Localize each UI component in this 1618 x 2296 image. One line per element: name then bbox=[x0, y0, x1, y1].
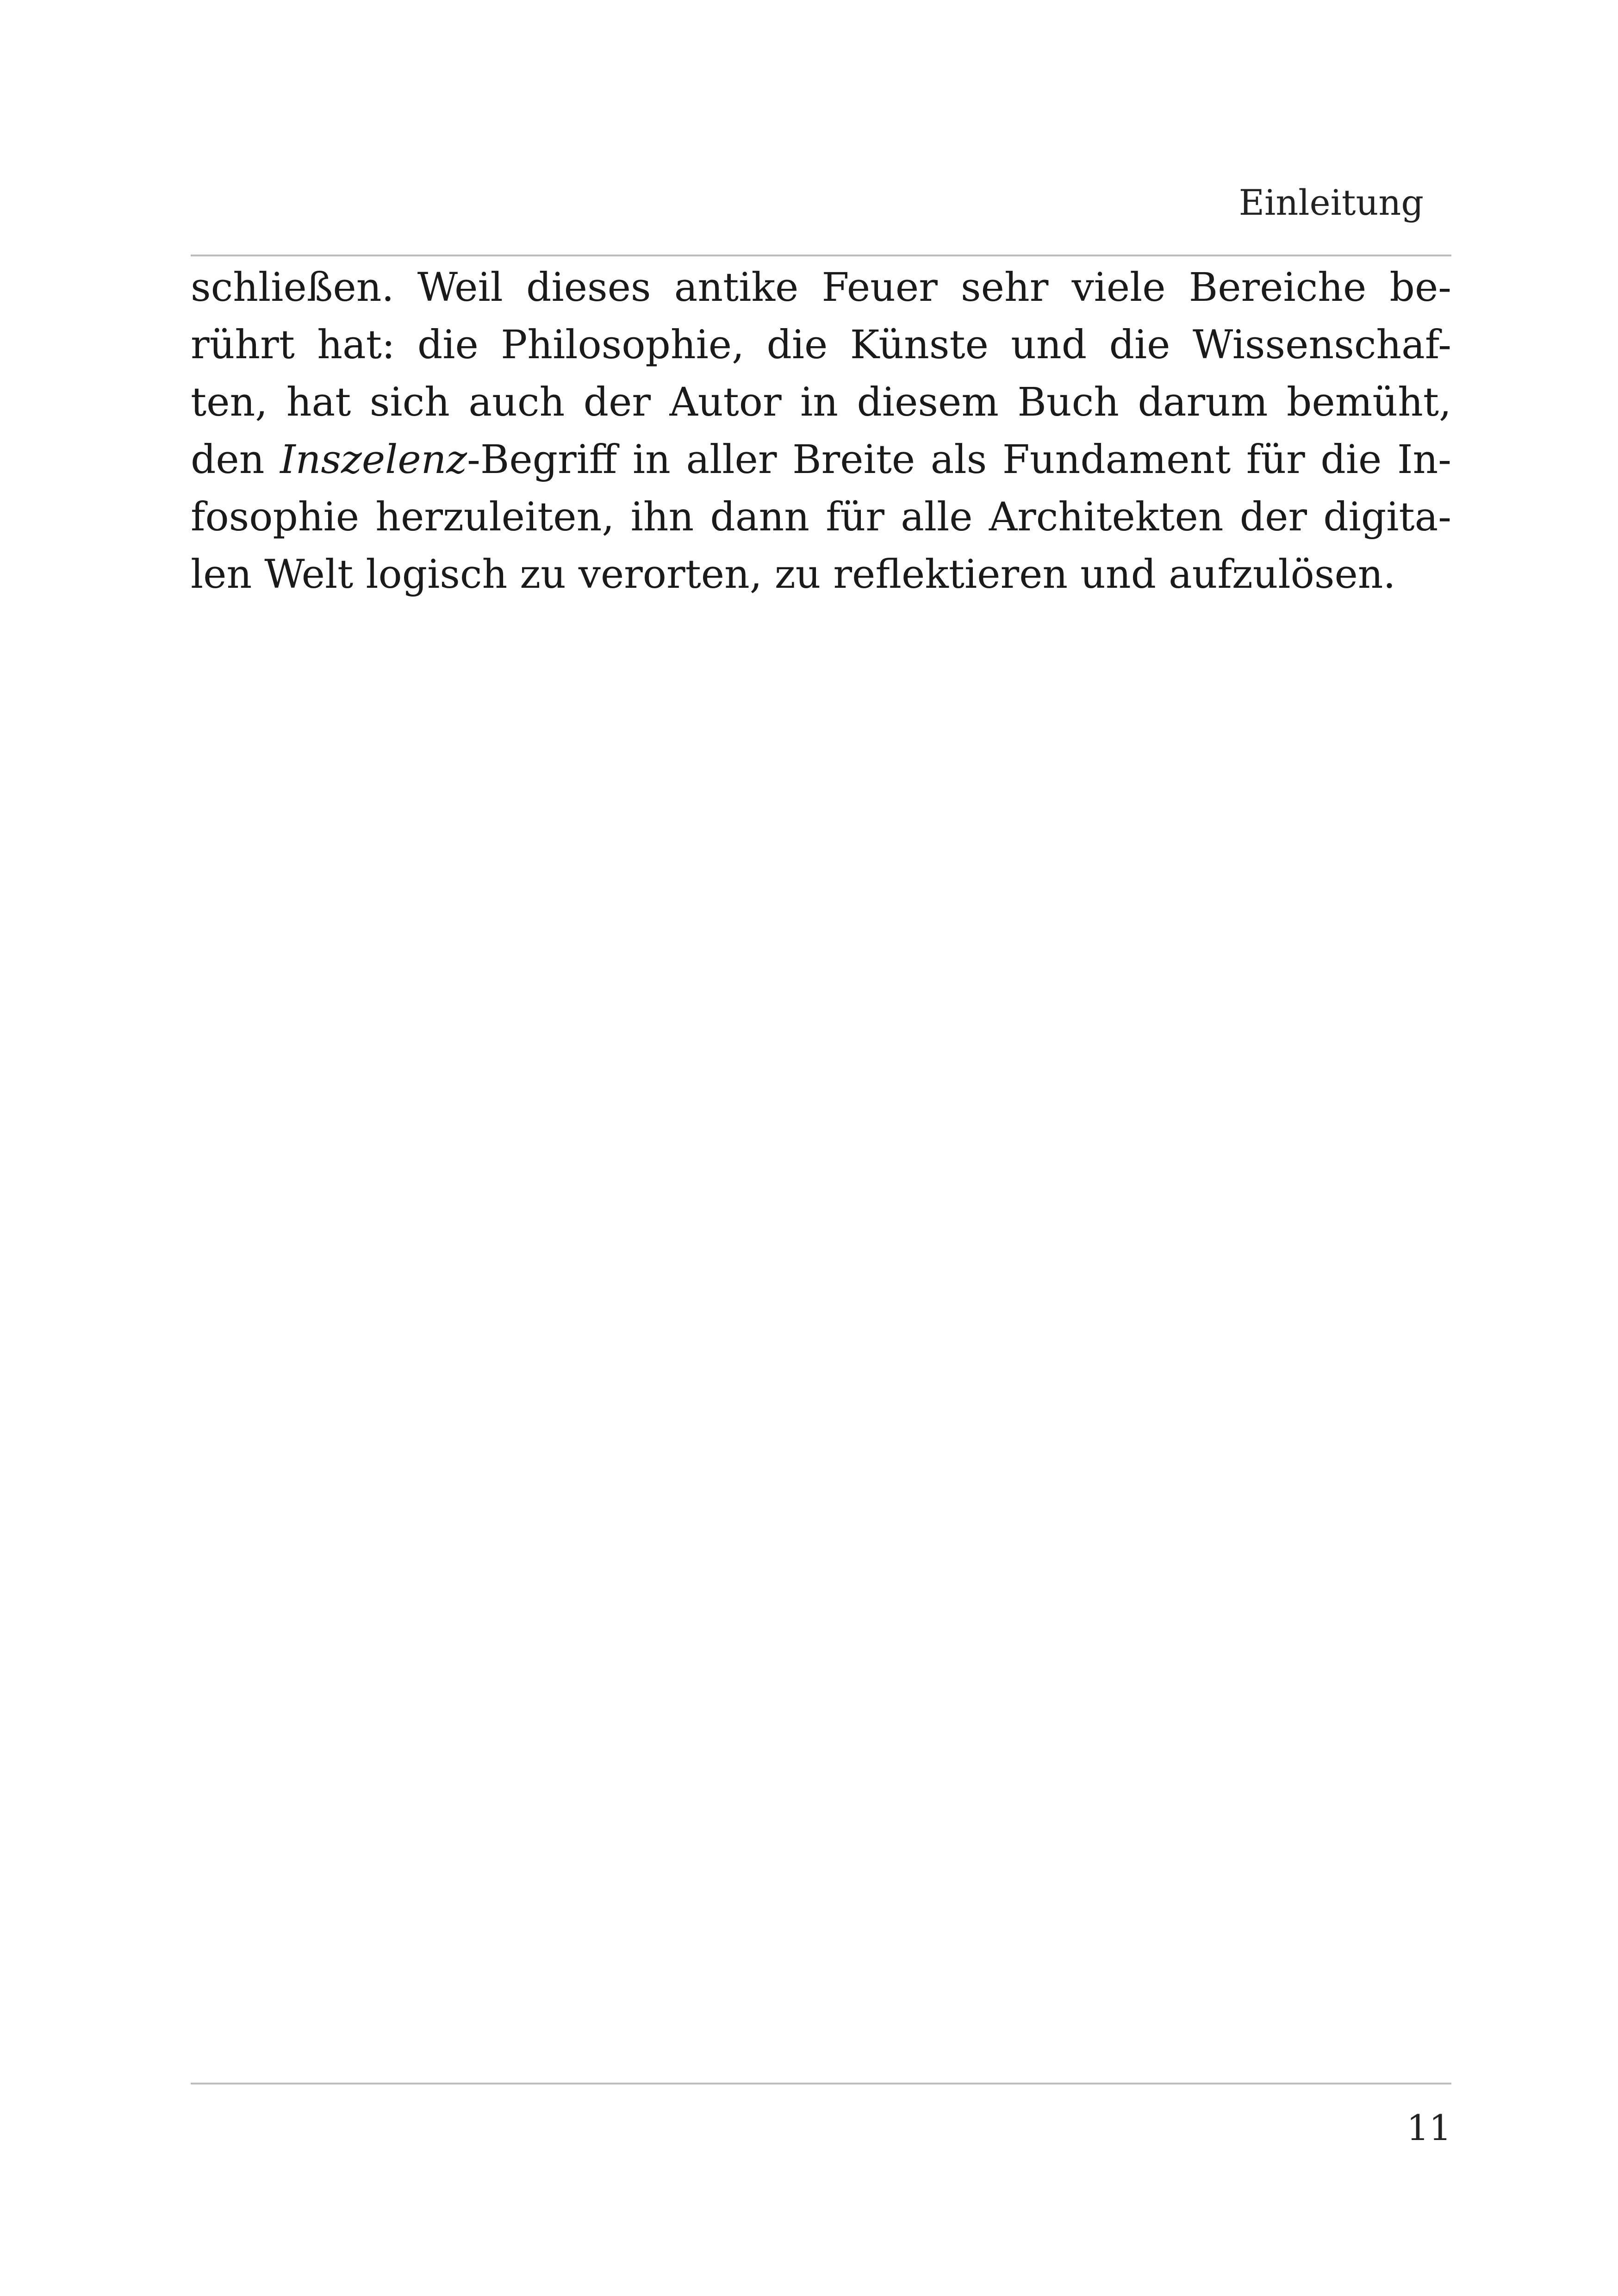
footer-divider bbox=[191, 2083, 1451, 2084]
text-line: ten, hat sich auch der Autor in diesem Buch darum bemüht, bbox=[191, 380, 1451, 425]
text-line bbox=[191, 431, 1451, 489]
text-line: fosophie herzuleiten, ihn dann für alle Architekten der digita- bbox=[191, 494, 1451, 540]
text-line: schließen. Weil dieses antike Feuer sehr viele Bereiche be- bbox=[191, 265, 1451, 311]
text-run: -Begriff in aller Breite als Fundament für die In- bbox=[467, 437, 1451, 483]
text-line: rührt hat: die Philosophie, die Künste und die Wissenschaf- bbox=[191, 322, 1451, 368]
text-line: len Welt logisch zu verorten, zu reflektieren und aufzulösen. bbox=[191, 552, 1396, 597]
emphasized-term: Inszelenz bbox=[280, 437, 467, 483]
running-head: Einleitung bbox=[1238, 182, 1424, 223]
header-divider bbox=[191, 255, 1451, 256]
text-run: den bbox=[191, 437, 280, 483]
page-number: 11 bbox=[1406, 2107, 1451, 2148]
body-paragraph bbox=[191, 259, 1451, 604]
